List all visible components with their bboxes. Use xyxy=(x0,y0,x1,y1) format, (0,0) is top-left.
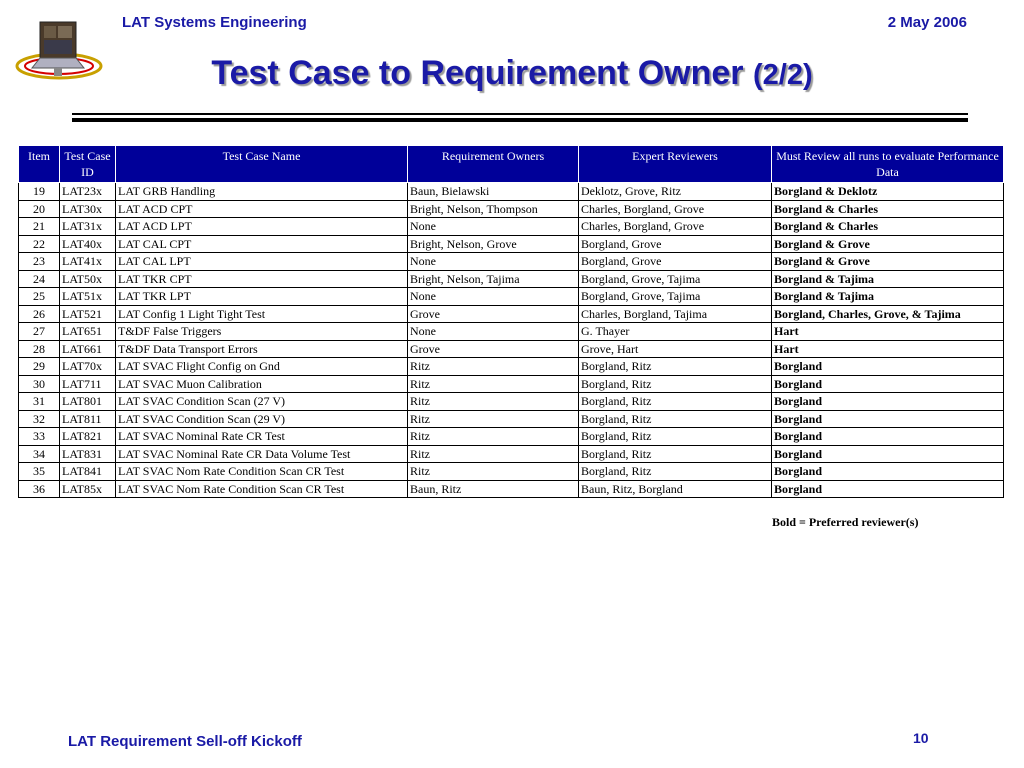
cell-test-case-name: LAT GRB Handling xyxy=(116,183,408,201)
cell-expert-reviewers: Borgland, Ritz xyxy=(579,463,772,481)
cell-test-case-name: LAT TKR CPT xyxy=(116,270,408,288)
table-row xyxy=(19,410,1004,428)
cell-requirement-owners: Ritz xyxy=(408,393,579,411)
col-header-expert-reviewers: Expert Reviewers xyxy=(579,146,772,183)
cell-test-case-name: T&DF False Triggers xyxy=(116,323,408,341)
table-row xyxy=(19,340,1004,358)
test-case-table xyxy=(18,145,1004,498)
table-row xyxy=(19,200,1004,218)
cell-test-case-id: LAT41x xyxy=(60,253,116,271)
table-row xyxy=(19,445,1004,463)
page-title-main: Test Case to Requirement Owner xyxy=(211,54,744,92)
cell-item: 26 xyxy=(19,305,60,323)
cell-must-review: Borgland xyxy=(772,410,1004,428)
cell-expert-reviewers: Borgland, Grove xyxy=(579,235,772,253)
cell-requirement-owners: Baun, Ritz xyxy=(408,480,579,498)
cell-test-case-id: LAT841 xyxy=(60,463,116,481)
cell-test-case-name: LAT SVAC Nom Rate Condition Scan CR Test xyxy=(116,480,408,498)
cell-requirement-owners: Baun, Bielawski xyxy=(408,183,579,201)
cell-must-review: Borgland & Charles xyxy=(772,200,1004,218)
cell-expert-reviewers: Borgland, Grove xyxy=(579,253,772,271)
table-row xyxy=(19,305,1004,323)
cell-test-case-name: LAT CAL LPT xyxy=(116,253,408,271)
cell-item: 30 xyxy=(19,375,60,393)
table-row xyxy=(19,235,1004,253)
cell-test-case-id: LAT811 xyxy=(60,410,116,428)
cell-requirement-owners: Bright, Nelson, Thompson xyxy=(408,200,579,218)
cell-test-case-id: LAT661 xyxy=(60,340,116,358)
cell-must-review: Borgland & Tajima xyxy=(772,288,1004,306)
cell-requirement-owners: Ritz xyxy=(408,358,579,376)
cell-test-case-id: LAT521 xyxy=(60,305,116,323)
cell-test-case-name: LAT ACD LPT xyxy=(116,218,408,236)
cell-must-review: Borgland, Charles, Grove, & Tajima xyxy=(772,305,1004,323)
table-row xyxy=(19,288,1004,306)
cell-test-case-name: LAT SVAC Nom Rate Condition Scan CR Test xyxy=(116,463,408,481)
col-header-requirement-owners: Requirement Owners xyxy=(408,146,579,183)
cell-requirement-owners: Ritz xyxy=(408,463,579,481)
cell-test-case-name: LAT SVAC Nominal Rate CR Data Volume Test xyxy=(116,445,408,463)
table-row xyxy=(19,218,1004,236)
table-header-row xyxy=(19,146,1004,183)
cell-item: 31 xyxy=(19,393,60,411)
cell-item: 28 xyxy=(19,340,60,358)
cell-item: 21 xyxy=(19,218,60,236)
cell-must-review: Borgland xyxy=(772,463,1004,481)
cell-item: 36 xyxy=(19,480,60,498)
cell-expert-reviewers: Borgland, Ritz xyxy=(579,445,772,463)
cell-item: 27 xyxy=(19,323,60,341)
cell-test-case-name: LAT SVAC Condition Scan (27 V) xyxy=(116,393,408,411)
cell-must-review: Borgland xyxy=(772,480,1004,498)
cell-test-case-name: LAT SVAC Muon Calibration xyxy=(116,375,408,393)
table-row xyxy=(19,393,1004,411)
cell-expert-reviewers: Charles, Borgland, Grove xyxy=(579,218,772,236)
table-row xyxy=(19,480,1004,498)
cell-test-case-id: LAT85x xyxy=(60,480,116,498)
cell-test-case-name: LAT SVAC Condition Scan (29 V) xyxy=(116,410,408,428)
cell-test-case-id: LAT50x xyxy=(60,270,116,288)
table-row xyxy=(19,253,1004,271)
cell-requirement-owners: None xyxy=(408,218,579,236)
cell-must-review: Borgland xyxy=(772,358,1004,376)
cell-requirement-owners: None xyxy=(408,323,579,341)
cell-expert-reviewers: G. Thayer xyxy=(579,323,772,341)
cell-test-case-name: LAT CAL CPT xyxy=(116,235,408,253)
cell-test-case-id: LAT70x xyxy=(60,358,116,376)
cell-must-review: Borgland xyxy=(772,445,1004,463)
cell-test-case-name: LAT ACD CPT xyxy=(116,200,408,218)
col-header-must-review: Must Review all runs to evaluate Performance Data xyxy=(772,146,1004,183)
header-date: 2 May 2006 xyxy=(887,14,967,31)
cell-item: 19 xyxy=(19,183,60,201)
cell-test-case-name: LAT TKR LPT xyxy=(116,288,408,306)
cell-item: 24 xyxy=(19,270,60,288)
cell-expert-reviewers: Borgland, Ritz xyxy=(579,393,772,411)
cell-requirement-owners: Ritz xyxy=(408,375,579,393)
cell-must-review: Borgland & Grove xyxy=(772,235,1004,253)
page-title xyxy=(0,54,1024,93)
cell-test-case-name: T&DF Data Transport Errors xyxy=(116,340,408,358)
cell-requirement-owners: Grove xyxy=(408,340,579,358)
cell-must-review: Borgland xyxy=(772,375,1004,393)
page-title-sub: (2/2) xyxy=(752,59,813,91)
cell-expert-reviewers: Deklotz, Grove, Ritz xyxy=(579,183,772,201)
cell-item: 23 xyxy=(19,253,60,271)
cell-requirement-owners: Bright, Nelson, Tajima xyxy=(408,270,579,288)
cell-expert-reviewers: Grove, Hart xyxy=(579,340,772,358)
cell-test-case-id: LAT51x xyxy=(60,288,116,306)
cell-must-review: Hart xyxy=(772,340,1004,358)
cell-expert-reviewers: Borgland, Ritz xyxy=(579,410,772,428)
table-row xyxy=(19,183,1004,201)
cell-test-case-id: LAT31x xyxy=(60,218,116,236)
table-row xyxy=(19,323,1004,341)
cell-expert-reviewers: Baun, Ritz, Borgland xyxy=(579,480,772,498)
footer-label: LAT Requirement Sell-off Kickoff xyxy=(68,733,302,750)
col-header-test-case-name: Test Case Name xyxy=(116,146,408,183)
cell-test-case-id: LAT711 xyxy=(60,375,116,393)
cell-test-case-name: LAT SVAC Nominal Rate CR Test xyxy=(116,428,408,446)
cell-item: 34 xyxy=(19,445,60,463)
cell-expert-reviewers: Borgland, Ritz xyxy=(579,375,772,393)
cell-requirement-owners: Grove xyxy=(408,305,579,323)
cell-expert-reviewers: Charles, Borgland, Grove xyxy=(579,200,772,218)
legend-note: Bold = Preferred reviewer(s) xyxy=(772,515,919,529)
cell-must-review: Borgland & Grove xyxy=(772,253,1004,271)
col-header-test-case-id: Test Case ID xyxy=(60,146,116,183)
header-organization: LAT Systems Engineering xyxy=(122,14,307,31)
table-body xyxy=(19,183,1004,498)
cell-item: 35 xyxy=(19,463,60,481)
cell-item: 29 xyxy=(19,358,60,376)
cell-item: 32 xyxy=(19,410,60,428)
table-row xyxy=(19,270,1004,288)
page-number: 10 xyxy=(913,730,929,746)
cell-expert-reviewers: Charles, Borgland, Tajima xyxy=(579,305,772,323)
cell-test-case-id: LAT651 xyxy=(60,323,116,341)
cell-requirement-owners: Ritz xyxy=(408,445,579,463)
table-row xyxy=(19,463,1004,481)
table-row xyxy=(19,428,1004,446)
cell-test-case-id: LAT831 xyxy=(60,445,116,463)
cell-requirement-owners: Bright, Nelson, Grove xyxy=(408,235,579,253)
cell-test-case-id: LAT801 xyxy=(60,393,116,411)
cell-test-case-name: LAT SVAC Flight Config on Gnd xyxy=(116,358,408,376)
cell-must-review: Borgland & Charles xyxy=(772,218,1004,236)
cell-expert-reviewers: Borgland, Grove, Tajima xyxy=(579,270,772,288)
cell-must-review: Borgland & Deklotz xyxy=(772,183,1004,201)
cell-expert-reviewers: Borgland, Grove, Tajima xyxy=(579,288,772,306)
cell-expert-reviewers: Borgland, Ritz xyxy=(579,358,772,376)
cell-expert-reviewers: Borgland, Ritz xyxy=(579,428,772,446)
cell-must-review: Borgland xyxy=(772,428,1004,446)
cell-requirement-owners: None xyxy=(408,253,579,271)
cell-item: 33 xyxy=(19,428,60,446)
cell-test-case-id: LAT821 xyxy=(60,428,116,446)
cell-item: 20 xyxy=(19,200,60,218)
cell-test-case-id: LAT23x xyxy=(60,183,116,201)
cell-requirement-owners: None xyxy=(408,288,579,306)
cell-must-review: Hart xyxy=(772,323,1004,341)
cell-test-case-id: LAT30x xyxy=(60,200,116,218)
title-divider-thick xyxy=(72,118,968,122)
col-header-item: Item xyxy=(19,146,60,183)
table-row xyxy=(19,375,1004,393)
cell-must-review: Borgland & Tajima xyxy=(772,270,1004,288)
cell-requirement-owners: Ritz xyxy=(408,428,579,446)
cell-test-case-name: LAT Config 1 Light Tight Test xyxy=(116,305,408,323)
title-divider-thin xyxy=(72,113,968,115)
cell-requirement-owners: Ritz xyxy=(408,410,579,428)
cell-item: 25 xyxy=(19,288,60,306)
table-row xyxy=(19,358,1004,376)
cell-item: 22 xyxy=(19,235,60,253)
cell-must-review: Borgland xyxy=(772,393,1004,411)
cell-test-case-id: LAT40x xyxy=(60,235,116,253)
